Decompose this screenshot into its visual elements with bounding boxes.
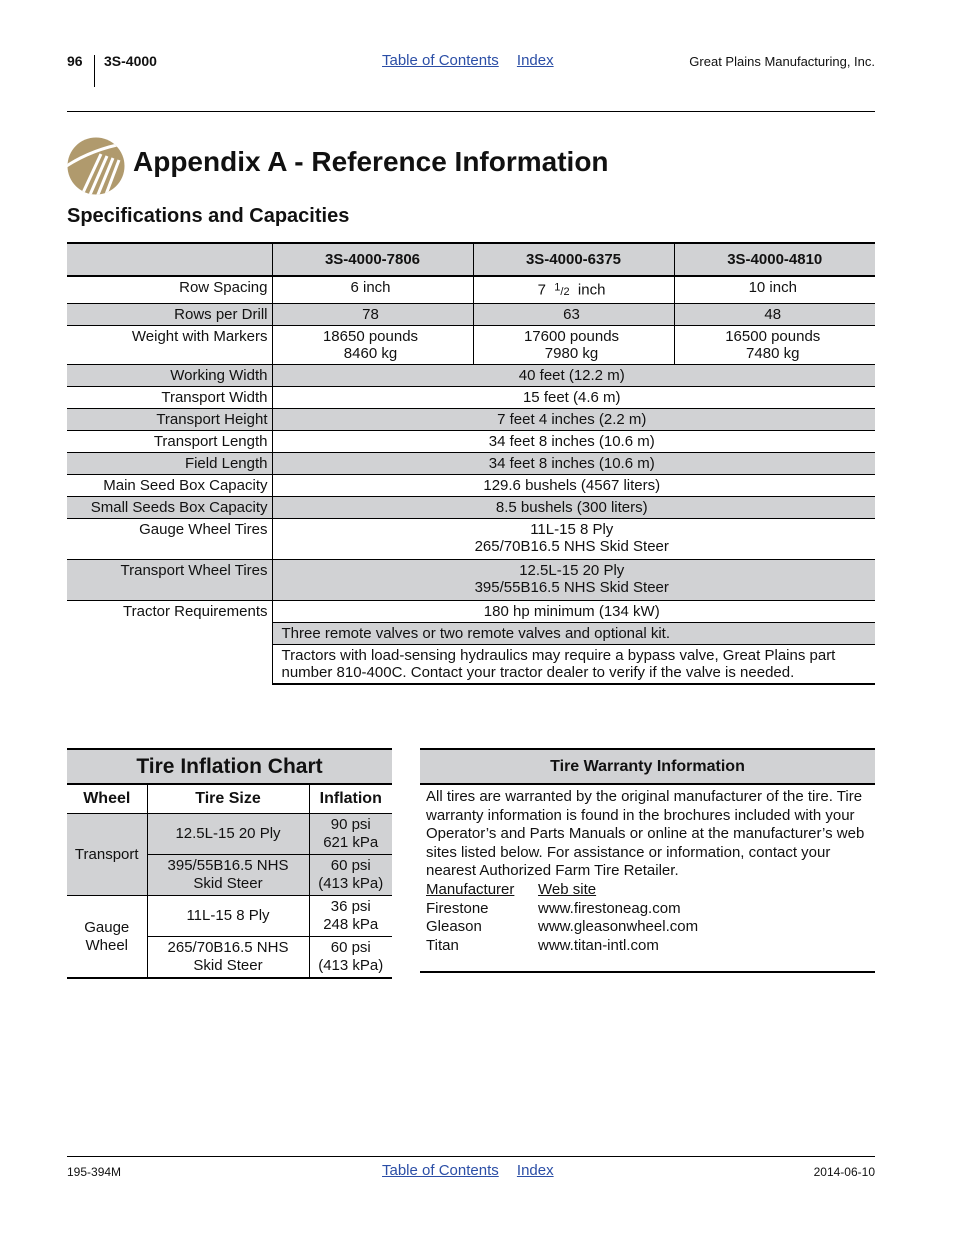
table-row	[67, 276, 875, 303]
footer-rule	[67, 1156, 875, 1157]
table-row	[67, 518, 875, 559]
spec-col-header: 3S-4000-4810	[674, 243, 875, 276]
manufacturer-name: Gleason	[426, 918, 482, 936]
page-title: Appendix A - Reference Information	[133, 146, 609, 177]
table-row	[67, 559, 875, 600]
table-cell: 17600 pounds 7980 kg	[473, 325, 674, 364]
table-cell: 180 hp minimum (134 kW)	[272, 600, 875, 622]
spec-col-blank	[67, 243, 272, 276]
list-item	[426, 937, 869, 956]
table-cell: 48	[674, 303, 875, 325]
page-number: 96	[67, 53, 83, 69]
row-label: Working Width	[67, 364, 272, 386]
manufacturer-site: www.gleasonwheel.com	[538, 918, 699, 936]
index-link[interactable]: Index	[516, 1162, 554, 1179]
toc-link[interactable]: Table of Contents	[382, 52, 499, 69]
part-number: 195-394M	[67, 1165, 122, 1179]
row-label: Weight with Markers	[67, 325, 272, 364]
row-label: Tractor Requirements	[67, 600, 272, 684]
table-row	[67, 386, 875, 408]
fraction-half: $^1$/2	[554, 281, 570, 298]
index-link[interactable]: Index	[516, 52, 554, 69]
spec-col-header: 3S-4000-6375	[473, 243, 674, 276]
table-row	[67, 303, 875, 325]
manufacturer-site: www.firestoneag.com	[538, 899, 681, 917]
spec-header-row	[67, 243, 875, 276]
warranty-body	[420, 785, 875, 973]
row-label: Row Spacing	[67, 276, 272, 303]
table-row	[67, 896, 392, 937]
table-cell: 6 inch	[272, 276, 473, 303]
manufacturer-site: www.titan-intl.com	[538, 936, 659, 954]
table-row	[67, 496, 875, 518]
manufacturer-name: Titan	[426, 936, 459, 954]
footer-links	[382, 1162, 554, 1179]
inflation-cell: 60 psi (413 kPa)	[309, 937, 392, 979]
fraction-unit: inch	[577, 281, 606, 299]
tire-size-cell: 12.5L-15 20 Ply	[147, 814, 309, 855]
tire-col-header: Inflation	[309, 785, 392, 814]
table-cell: 8.5 bushels (300 liters)	[272, 496, 875, 518]
tire-inflation-chart	[67, 748, 392, 979]
spec-col-header: 3S-4000-7806	[272, 243, 473, 276]
manufacturer-name: Firestone	[426, 899, 489, 917]
table-cell: 12.5L-15 20 Ply 395/55B16.5 NHS Skid Steer	[272, 559, 875, 600]
table-cell: 10 inch	[674, 276, 875, 303]
table-row	[67, 364, 875, 386]
table-row	[67, 814, 392, 855]
website-col-header: Web site	[538, 880, 597, 898]
table-cell: 34 feet 8 inches (10.6 m)	[272, 430, 875, 452]
table-cell: 15 feet (4.6 m)	[272, 386, 875, 408]
table-cell	[473, 276, 674, 303]
row-label: Field Length	[67, 452, 272, 474]
table-row	[67, 430, 875, 452]
header-rule	[67, 111, 875, 112]
tire-warranty-box	[420, 748, 875, 973]
wheel-cell: Gauge Wheel	[67, 896, 147, 979]
table-row	[67, 600, 875, 622]
warranty-text: All tires are warranted by the original manufacturer of the tire. Tire warranty information is found in the brochures included with your Operator’s and Parts Manuals or online at the manufacturer’s web sites listed below. For assistance or information, contact your nearest Authorized Farm Tire Retailer.	[426, 788, 865, 880]
table-cell: 16500 pounds 7480 kg	[674, 325, 875, 364]
inflation-cell: 36 psi 248 kPa	[309, 896, 392, 937]
table-cell: 129.6 bushels (4567 liters)	[272, 474, 875, 496]
tire-size-cell: 11L-15 8 Ply	[147, 896, 309, 937]
tire-col-header: Wheel	[67, 785, 147, 814]
list-item	[426, 918, 869, 937]
row-label: Small Seeds Box Capacity	[67, 496, 272, 518]
list-item	[426, 900, 869, 919]
header-links	[382, 52, 554, 69]
wheel-cell: Transport	[67, 814, 147, 896]
table-cell: 40 feet (12.2 m)	[272, 364, 875, 386]
row-label: Transport Length	[67, 430, 272, 452]
table-cell: 7 feet 4 inches (2.2 m)	[272, 408, 875, 430]
table-cell: Three remote valves or two remote valves and optional kit.	[272, 622, 875, 644]
company-name: Great Plains Manufacturing, Inc.	[689, 54, 875, 69]
fraction-whole: 7	[537, 281, 546, 299]
table-cell: 18650 pounds 8460 kg	[272, 325, 473, 364]
manufacturer-header-row	[426, 881, 869, 900]
row-label: Gauge Wheel Tires	[67, 518, 272, 559]
row-label: Main Seed Box Capacity	[67, 474, 272, 496]
manufacturer-col-header: Manufacturer	[426, 880, 515, 898]
tire-header-row	[67, 785, 392, 814]
inflation-cell: 90 psi 621 kPa	[309, 814, 392, 855]
table-cell: Tractors with load-sensing hydraulics may require a bypass valve, Great Plains part number 810-400C. Contact your tractor dealer to verify if the valve is needed.	[272, 644, 875, 684]
table-row	[67, 408, 875, 430]
table-cell: 34 feet 8 inches (10.6 m)	[272, 452, 875, 474]
section-title: Specifications and Capacities	[67, 205, 350, 227]
table-cell: 11L-15 8 Ply 265/70B16.5 NHS Skid Steer	[272, 518, 875, 559]
tire-chart-title: Tire Inflation Chart	[67, 748, 392, 785]
tire-size-cell: 265/70B16.5 NHS Skid Steer	[147, 937, 309, 979]
table-row	[67, 452, 875, 474]
model-name: 3S-4000	[104, 53, 157, 69]
specifications-table	[67, 242, 875, 685]
table-row	[67, 325, 875, 364]
table-cell: 78	[272, 303, 473, 325]
row-label: Transport Height	[67, 408, 272, 430]
row-label: Transport Wheel Tires	[67, 559, 272, 600]
toc-link[interactable]: Table of Contents	[382, 1162, 499, 1179]
table-cell: 63	[473, 303, 674, 325]
great-plains-logo-icon	[67, 137, 125, 195]
tire-col-header: Tire Size	[147, 785, 309, 814]
publish-date: 2014-06-10	[813, 1165, 875, 1179]
row-label: Rows per Drill	[67, 303, 272, 325]
tire-size-cell: 395/55B16.5 NHS Skid Steer	[147, 855, 309, 896]
warranty-title: Tire Warranty Information	[420, 748, 875, 785]
row-label: Transport Width	[67, 386, 272, 408]
header-divider	[94, 55, 95, 87]
inflation-cell: 60 psi (413 kPa)	[309, 855, 392, 896]
table-row	[67, 474, 875, 496]
